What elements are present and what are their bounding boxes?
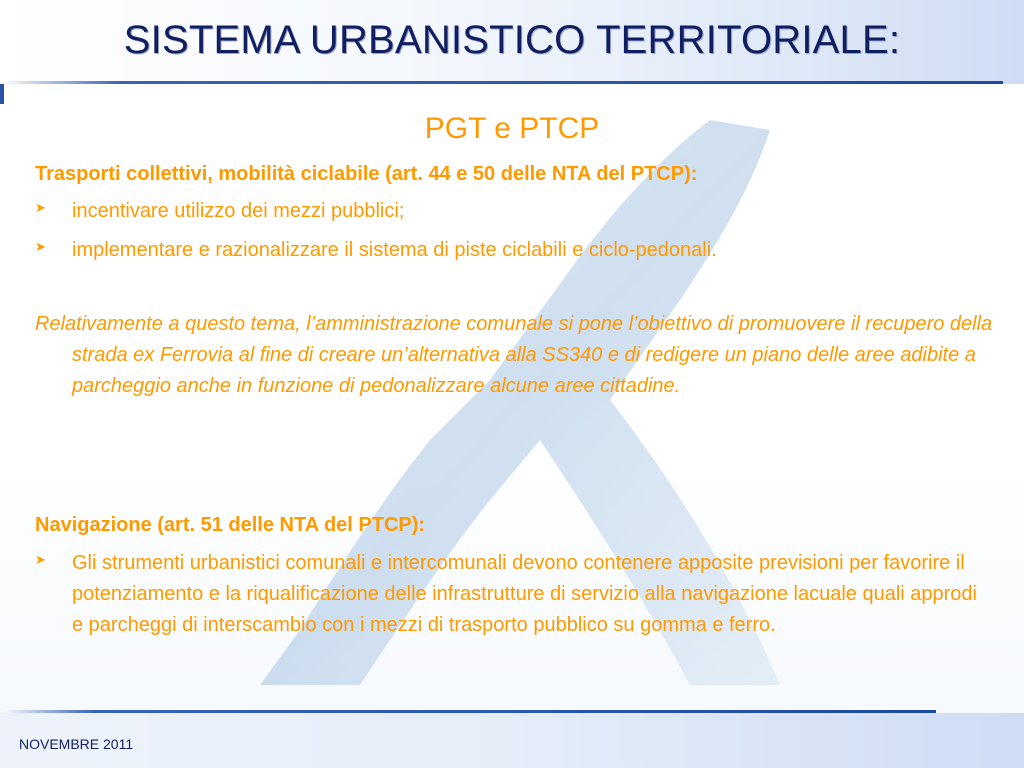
section-heading-navigazione: Navigazione (art. 51 delle NTA del PTCP):	[35, 514, 426, 536]
slide-subtitle: PGT e PTCP	[424, 112, 600, 145]
section-heading-trasporti: Trasporti collettivi, mobilità ciclabile (art. 44 e 50 delle NTA del PTCP):	[35, 163, 698, 185]
arrow-bullet-icon: ➤	[35, 200, 46, 215]
bullet-text: implementare e razionalizzare il sistema di piste ciclabili e ciclo-pedonali.	[72, 239, 717, 261]
arrow-bullet-icon: ➤	[35, 239, 46, 254]
footer-band	[0, 713, 1024, 768]
footer-date: NOVEMBRE 2011	[19, 736, 134, 752]
bullet-text: incentivare utilizzo dei mezzi pubblici;	[72, 200, 405, 222]
arrow-bullet-icon: ➤	[35, 552, 46, 567]
paragraph-amministrazione: Relativamente a questo tema, l’amministrazione comunale si pone l’obiettivo di promuovere il recupero della strada ex Ferrovia al fine di creare un’alternativa alla SS340 e di redigere un piano delle aree adibite a parcheggio anche in funzione di pedonalizzare alcune aree cittadine.	[35, 313, 993, 397]
slide-title: SISTEMA URBANISTICO TERRITORIALE:	[123, 18, 901, 62]
bullet-text: Gli strumenti urbanistici comunali e intercomunali devono contenere apposite previsioni per favorire il potenziamento e la riqualificazione delle infrastrutture di servizio alla navigazione lacuale quali approdi e parcheggi di interscambio con i mezzi di trasporto pubblico su gomma e ferro.	[72, 552, 977, 636]
